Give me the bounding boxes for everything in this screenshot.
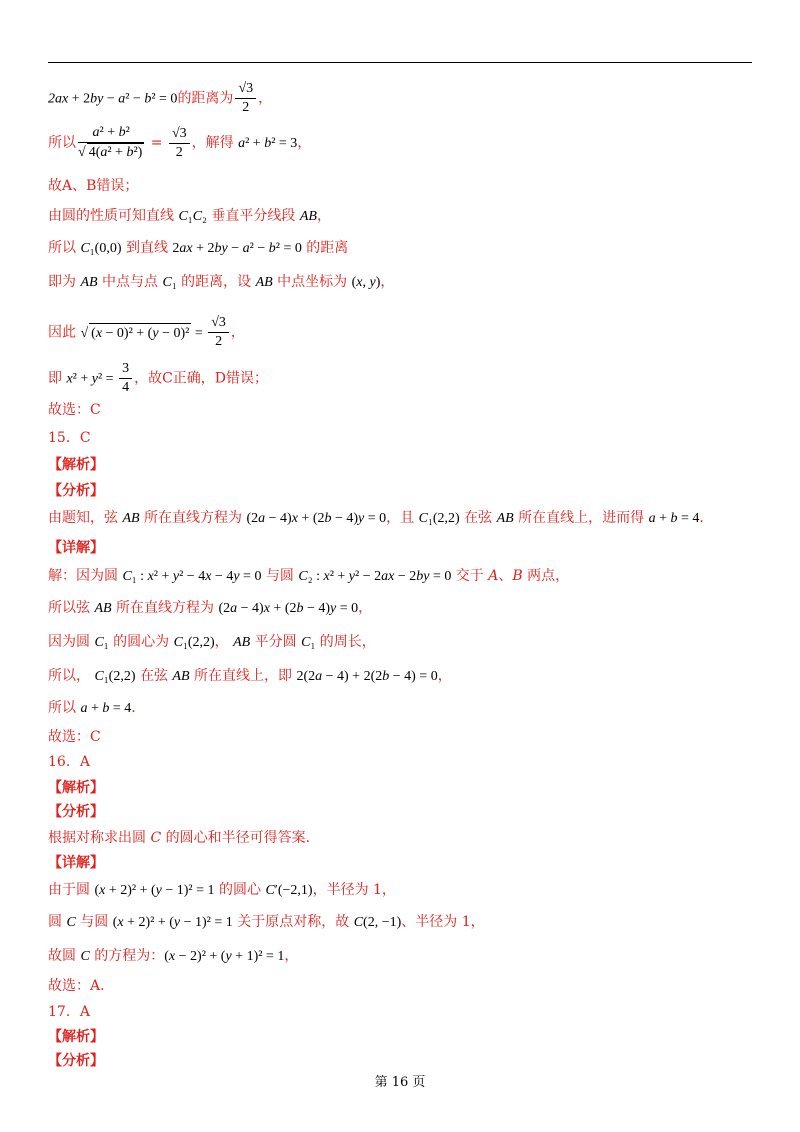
section-heading: 【解析】 (48, 780, 104, 796)
solution-line: 根据对称求出圆 C 的圆心和半径可得答案. (48, 830, 311, 846)
header-rule (48, 62, 752, 63)
section-heading: 【分析】 (48, 1053, 104, 1069)
solution-line: 因为圆 C₁ 的圆心为 C₁(2,2)， AB 平分圆 C₁ 的周长， (48, 634, 376, 650)
solution-line: 因此 √ (x − 0)² + (y − 0)² = $\frac{√3}{2}$ ， (48, 315, 245, 349)
solution-line: 由题知，弦 AB 所在直线方程为 (2a − 4)x + (2b − 4)y = 0，且 C₁(2,2) 在弦 AB 所在直线上，进而得 a + b = 4. (48, 510, 704, 526)
solution-line: 由圆的性质可知直线 C₁C₂ 垂直平分线段 AB， (48, 208, 331, 224)
solution-line: 所以弦 AB 所在直线方程为 (2a − 4)x + (2b − 4)y = 0， (48, 600, 373, 616)
solution-line: 故圆 C 的方程为：(x − 2)² + (y + 1)² = 1， (48, 948, 299, 964)
solution-line: 所以 a + b = 4. (48, 700, 136, 716)
solution-line: 由于圆 (x + 2)² + (y − 1)² = 1 的圆心 C′(−2,1)，半径为 1， (48, 882, 396, 898)
solution-line: 解：因为圆 C₁ : x² + y² − 4x − 4y = 0 与圆 C₂ : x² + y² − 2ax − 2by = 0 交于 A、B 两点， (48, 568, 570, 584)
solution-line: 即 x² + y² = $\frac{3}{4}$ ，故C正确，D错误； (48, 361, 269, 395)
section-heading: 【详解】 (48, 855, 104, 871)
question-number: 17．A (48, 1004, 90, 1020)
solution-line: 所以 C₁(0,0) 到直线 2ax + 2by − a² − b² = 0 的距离 (48, 240, 349, 256)
solution-line: 所以， C₁(2,2) 在弦 AB 所在直线上，即 2(2a − 4) + 2(2b − 4) = 0， (48, 668, 452, 684)
solution-line: 故A、B错误； (48, 178, 139, 194)
question-number: 16．A (48, 754, 90, 770)
solution-line: 所以 $\frac{\text{a² + b²}}{\text{√ 4(a² + b²)}}$ = $\frac{√3}{2}$ ，解得 a² + b² = 3， (48, 125, 312, 160)
solution-line: 故选：C (48, 402, 101, 418)
solution-line: 故选：C (48, 729, 101, 745)
section-heading: 【详解】 (48, 540, 104, 556)
page-number: 第 16 页 (374, 1075, 426, 1090)
solution-line: 即为 AB 中点与点 C₁ 的距离，设 AB 中点坐标为 (x, y)， (48, 274, 395, 290)
section-heading: 【分析】 (48, 804, 104, 820)
solution-line: 2ax + 2by − a² − b² = 0的距离为 $\frac{√3}{2}$ ， (48, 81, 273, 115)
section-heading: 【分析】 (48, 483, 104, 499)
section-heading: 【解析】 (48, 1029, 104, 1045)
section-heading: 【解析】 (48, 457, 104, 473)
solution-line: 圆 C 与圆 (x + 2)² + (y − 1)² = 1 关于原点对称，故 C(2, −1)、半径为 1， (48, 914, 485, 930)
solution-line: 故选：A. (48, 978, 105, 994)
question-number: 15．C (48, 430, 91, 446)
